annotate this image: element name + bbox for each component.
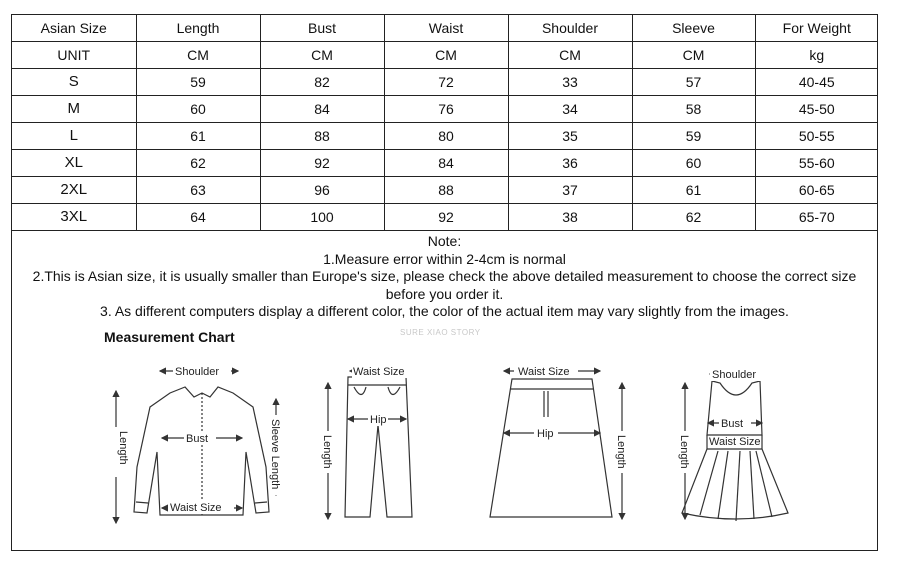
pants-waist-label: Waist Size — [353, 366, 405, 378]
table-cell: 57 — [632, 69, 755, 96]
size-row — [12, 123, 878, 150]
size-row — [12, 150, 878, 177]
table-cell: 62 — [136, 150, 260, 177]
table-cell: 33 — [508, 69, 632, 96]
size-label-cell: XL — [12, 150, 136, 177]
table-cell: CM — [136, 42, 260, 69]
size-label-cell: UNIT — [12, 42, 136, 69]
shirt-icon — [134, 387, 269, 515]
shirt-length-label: Length — [117, 431, 129, 465]
table-cell: 63 — [136, 177, 260, 204]
size-label-cell: L — [12, 123, 136, 150]
table-cell: 62 — [632, 204, 755, 231]
note-3: 3. As different computers display a different color, the color of the actual item may vary slightly from the images. — [100, 303, 789, 319]
size-label-cell: Asian Size — [12, 15, 136, 42]
table-cell: 96 — [260, 177, 384, 204]
table-cell: 59 — [632, 123, 755, 150]
pants-icon — [345, 377, 412, 517]
skirt-length-label: Length — [615, 435, 627, 469]
size-row — [12, 204, 878, 231]
table-cell: Shoulder — [508, 15, 632, 42]
chart-title: Measurement Chart — [104, 329, 235, 345]
dress-waist-label: Waist Size — [709, 436, 761, 448]
table-cell: CM — [384, 42, 508, 69]
table-cell: 34 — [508, 96, 632, 123]
table-cell: 38 — [508, 204, 632, 231]
skirt-waist-label: Waist Size — [518, 366, 570, 378]
table-cell: CM — [508, 42, 632, 69]
table-cell: 92 — [260, 150, 384, 177]
note-1: 1.Measure error within 2-4cm is normal — [323, 250, 566, 267]
table-cell: For Weight — [755, 15, 878, 42]
table-cell: kg — [755, 42, 878, 69]
dress-length-label: Length — [678, 435, 690, 469]
notes-title: Note: — [427, 233, 462, 249]
table-cell: 100 — [260, 204, 384, 231]
shirt-bust-label: Bust — [186, 433, 209, 445]
table-cell: 72 — [384, 69, 508, 96]
skirt-icon — [490, 379, 612, 517]
table-cell: 82 — [260, 69, 384, 96]
size-table — [12, 15, 878, 231]
table-cell: 61 — [632, 177, 755, 204]
table-cell: CM — [632, 42, 755, 69]
units-row — [12, 42, 878, 69]
table-cell: 36 — [508, 150, 632, 177]
table-cell: Bust — [260, 15, 384, 42]
table-cell: 61 — [136, 123, 260, 150]
size-label-cell: 3XL — [12, 204, 136, 231]
size-label-cell: M — [12, 96, 136, 123]
table-cell: 59 — [136, 69, 260, 96]
pants-length-label: Length — [321, 435, 333, 469]
table-cell: 88 — [384, 177, 508, 204]
watermark: SURE XIAO STORY — [400, 328, 481, 337]
dress-bust-label: Bust — [721, 418, 744, 430]
shirt-waist-label: Waist Size — [170, 502, 222, 514]
table-cell: CM — [260, 42, 384, 69]
table-cell: 40-45 — [755, 69, 878, 96]
table-cell: 80 — [384, 123, 508, 150]
notes-section — [12, 231, 877, 321]
table-cell: 35 — [508, 123, 632, 150]
dress-shoulder-label: Shoulder — [712, 369, 757, 381]
note-2: 2.This is Asian size, it is usually smaller than Europe's size, please check the above detailed measurement to choose the correct size before you order it. — [32, 268, 857, 302]
measurement-chart — [100, 327, 800, 532]
shirt-sleeve-label: Sleeve Length — [269, 419, 281, 490]
garment-diagrams — [100, 327, 800, 532]
pants-hip-label: Hip — [370, 414, 387, 426]
dress-icon — [682, 381, 788, 521]
table-cell: 64 — [136, 204, 260, 231]
size-row — [12, 177, 878, 204]
table-cell: 84 — [260, 96, 384, 123]
header-row — [12, 15, 878, 42]
size-label-cell: S — [12, 69, 136, 96]
table-cell: Length — [136, 15, 260, 42]
table-cell: 45-50 — [755, 96, 878, 123]
table-cell: 58 — [632, 96, 755, 123]
shirt-shoulder-label: Shoulder — [175, 366, 220, 378]
table-cell: Waist — [384, 15, 508, 42]
table-cell: 65-70 — [755, 204, 878, 231]
table-cell: 92 — [384, 204, 508, 231]
skirt-hip-label: Hip — [537, 428, 554, 440]
table-cell: 60 — [632, 150, 755, 177]
table-cell: 84 — [384, 150, 508, 177]
table-cell: 60 — [136, 96, 260, 123]
table-cell: 88 — [260, 123, 384, 150]
size-row — [12, 96, 878, 123]
table-cell: Sleeve — [632, 15, 755, 42]
table-cell: 50-55 — [755, 123, 878, 150]
size-row — [12, 69, 878, 96]
table-cell: 76 — [384, 96, 508, 123]
table-cell: 37 — [508, 177, 632, 204]
size-label-cell: 2XL — [12, 177, 136, 204]
table-cell: 60-65 — [755, 177, 878, 204]
table-cell: 55-60 — [755, 150, 878, 177]
